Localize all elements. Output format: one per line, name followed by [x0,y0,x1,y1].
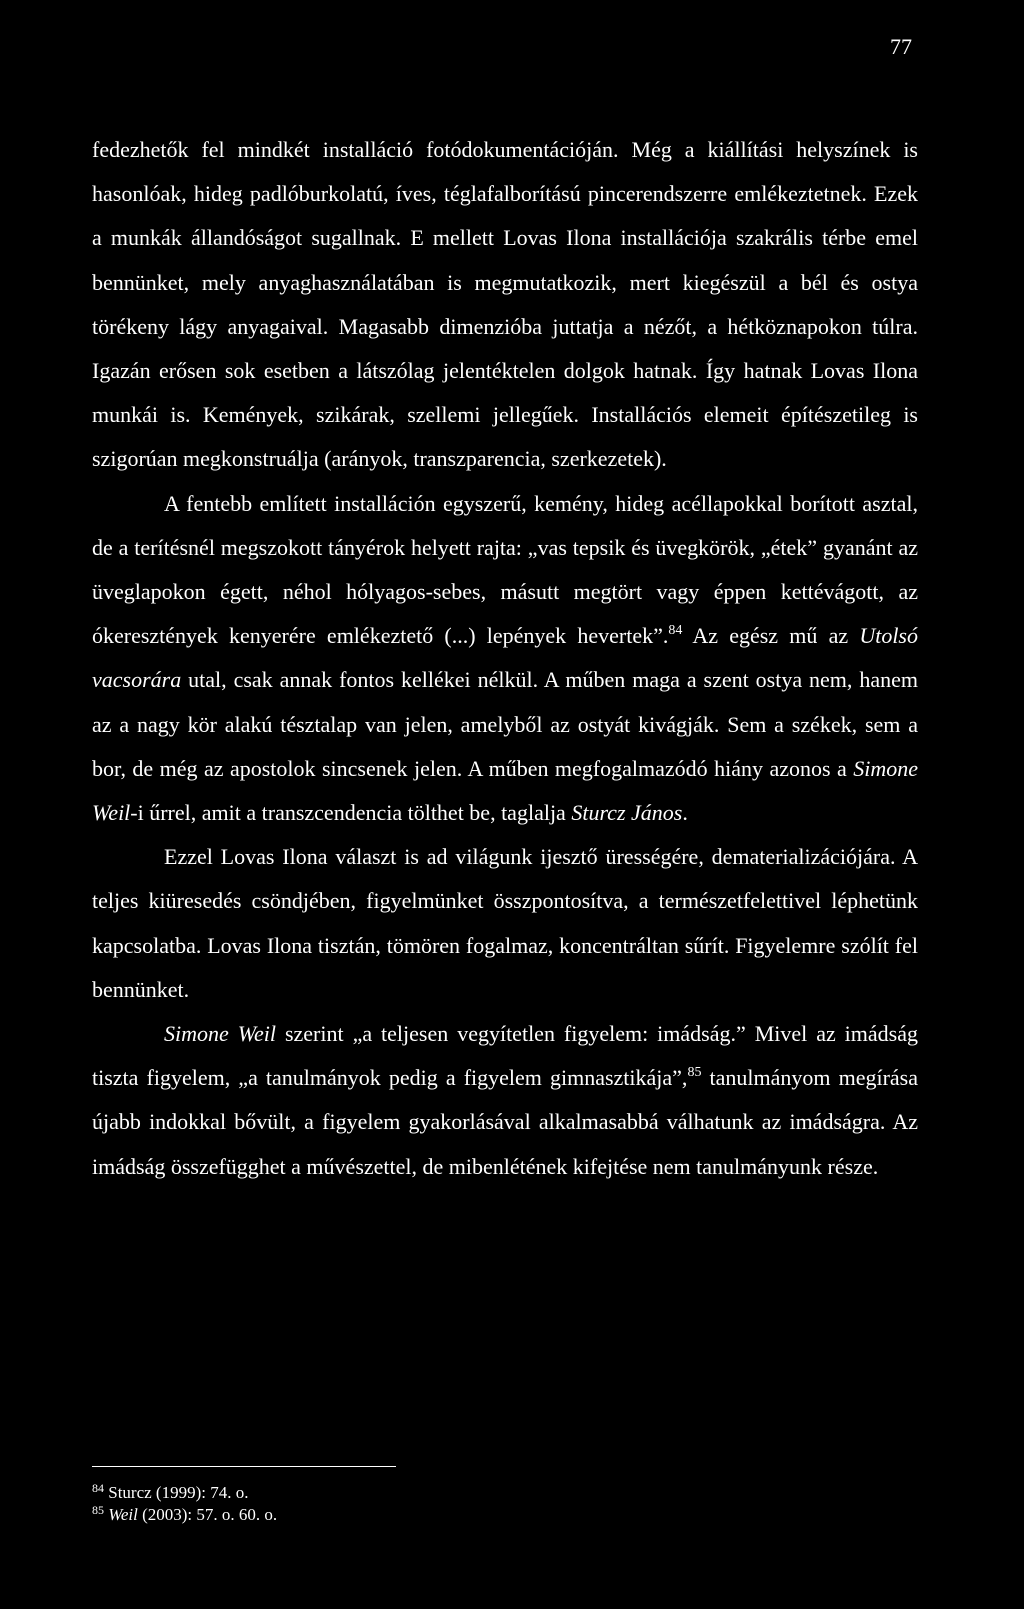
italic-text: Sturcz János [571,800,683,826]
body-text [92,128,918,1189]
italic-text: Weil [108,1505,138,1524]
paragraph [92,835,918,1012]
italic-text: Utolsó vacsorára [92,623,918,693]
text-run: Sturcz (1999): 74. o. [104,1483,249,1502]
footnotes [92,1482,918,1526]
italic-text: Simone Weil [92,755,918,826]
footnote-reference: 85 [687,1065,702,1081]
text-run: Az egész mű az [682,623,860,649]
footnote-reference: 84 [668,623,683,639]
text-run: Ezzel Lovas Ilona választ is ad világunk ijesztő ürességére, dematerializációjára. A teljes kiüresedés csöndjében, figyelmünket összpontosítva, a természetfelettivel léphetünk kapcsolatba. Lovas Ilona tisztán, tömören fogalmaz, koncentráltan sűrít. Figyelemre szólít fel bennünket. [92,844,918,1002]
footnote-divider [92,1466,396,1467]
text-run: (2003): 57. o. 60. o. [137,1505,278,1524]
footnote [92,1504,918,1526]
text-run: utal, csak annak fontos kellékei nélkül. A műben maga a szent ostya nem, hanem az a nagy kör alakú tésztalap van jelen, amelyből az ostyát kivágják. Sem a székek, sem a bor, de még az apostolok sincsenek jelen. A műben megfogalmazódó hiány azonos a [92,667,918,781]
text-run: A fentebb említett installáción egyszerű, kemény, hideg acéllapokkal borított asztal, de a terítésnél megszokott tányérok helyett rajta: „vas tepsik és üvegkörök, „étek” gyanánt az üveglapokon égett, néhol hólyagos-sebes, másutt megtört vagy éppen kettévágott, az ókeresztények kenyerére emlékeztető (...) lepények hevertek”. [92,490,918,649]
paragraph [92,128,918,482]
text-run: . [682,800,688,826]
footnote-marker: 85 [92,1503,104,1517]
italic-text: Simone Weil [164,1021,277,1047]
text-run: szerint „a teljesen vegyítetlen figyelem: imádság.” Mivel az imádság tiszta figyelem, „a tanulmányok pedig a figyelem gimnasztikája”, [92,1021,918,1091]
footnote [92,1482,918,1504]
footnote-marker: 84 [92,1481,104,1495]
page-number: 77 [890,34,912,59]
paragraph [92,482,918,836]
paragraph [92,1012,918,1189]
text-run: fedezhetők fel mindkét installáció fotódokumentációján. Még a kiállítási helyszínek is hasonlóak, hideg padlóburkolatú, íves, téglafalborítású pincerendszerre emlékeztetnek. Ezek a munkák állandóságot sugallnak. E mellett Lovas Ilona installációja szakrális térbe emel bennünket, mely anyaghasználatában is megmutatkozik, mert kiegészül a bél és ostya törékeny lágy anyagaival. Magasabb dimenzióba juttatja a nézőt, a hétköznapokon túlra. Igazán erősen sok esetben a látszólag jelentéktelen dolgok hatnak. Így hatnak Lovas Ilona munkái is. Kemények, szikárak, szellemi jellegűek. Installációs elemeit építészetileg is szigorúan megkonstruálja (arányok, transzparencia, szerkezetek). [92,137,918,472]
text-run: tanulmányom megírása újabb indokkal bővült, a figyelem gyakorlásával alkalmasabbá válhatunk az imádságra. Az imádság összefügghet a művészettel, de mibenlétének kifejtése nem tanulmányunk része. [92,1065,919,1179]
text-run: -i űrrel, amit a transzcendencia tölthet be, taglalja [130,800,572,826]
